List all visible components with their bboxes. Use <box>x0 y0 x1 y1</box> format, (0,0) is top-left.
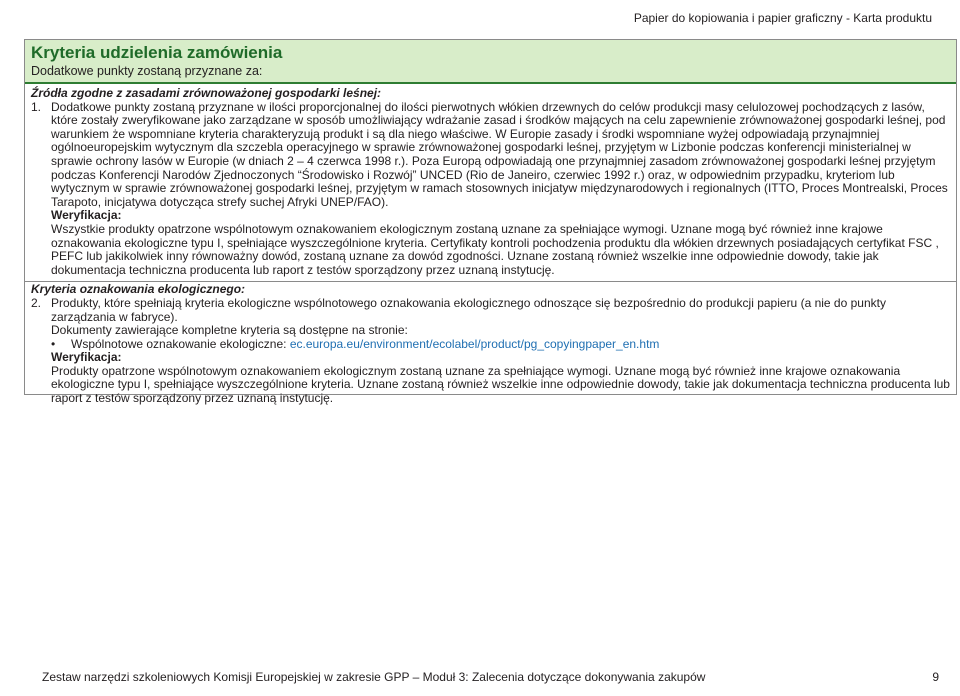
ecolabel-section <box>25 283 956 405</box>
criterion-number: 2. <box>31 295 42 310</box>
verification-label: Weryfikacja: <box>51 208 122 223</box>
criteria-frame <box>24 39 957 406</box>
ecolabel-link[interactable]: ec.europa.eu/environment/ecolabel/product/pg_copyingpaper_en.htm <box>289 336 660 351</box>
ecolabel-bullet-line <box>51 338 950 352</box>
footer-text: Zestaw narzędzi szkoleniowych Komisji Europejskiej w zakresie GPP – Moduł 3: Zalecenia dotyczące dokonywania zakupów <box>42 670 706 684</box>
ecolabel-entry <box>71 338 659 352</box>
ecolabel-heading: Kryteria oznakowania ekologicznego: <box>31 282 246 297</box>
sources-heading: Źródła zgodne z zasadami zrównoważonej gospodarki leśnej: <box>31 86 382 100</box>
ecolabel-label: Wspólnotowe oznakowanie ekologiczne: <box>71 336 287 351</box>
section-title: Kryteria udzielenia zamówienia <box>31 43 283 62</box>
criterion-body <box>51 101 950 278</box>
criterion-text: Produkty, które spełniają kryteria ekologiczne wspólnotowego oznakowania ekologicznego odnoszące się bezpośrednio do produkcji papieru (a nie do punkty zarządzania w fabryce). <box>51 295 886 324</box>
page-number: 9 <box>932 670 939 684</box>
award-criteria-box <box>25 40 956 84</box>
verification-text: Wszystkie produkty opatrzone wspólnotowym oznakowaniem ekologicznym zostaną uznane za spełniające wymogi. Uznane mogą być również inne krajowe oznakowania ekologiczne typu I, spełniające wyszczególnione kryteria. Certyfikaty kontroli pochodzenia produktu dla włókien drzewnych posiadających certyfikat FSC , PEFC lub jakikolwiek inny równoważny dowód, zostaną uznane za dowód zgodności. Uznane zostaną również wszelkie inne odpowiednie dowody, takie jak dokumentacja techniczna producenta lub raport z testów sporządzony przez uznaną instytucję. <box>51 221 939 277</box>
criterion-2 <box>31 297 950 406</box>
documents-text: Dokumenty zawierające kompletne kryteria są dostępne na stronie: <box>51 323 408 338</box>
section-subtitle: Dodatkowe punkty zostaną przyznane za: <box>31 64 263 78</box>
criterion-number: 1. <box>31 99 42 114</box>
document-header: Papier do kopiowania i papier graficzny - Karta produktu <box>633 11 932 25</box>
sustainable-sources-section <box>25 87 956 277</box>
criterion-body <box>51 297 950 406</box>
verification-label: Weryfikacja: <box>51 350 122 365</box>
criterion-text: Dodatkowe punkty zostaną przyznane w ilości proporcjonalnej do ilości pierwotnych włókien drzewnych do celów produkcji masy celulozowej pochodzących z lasów, które zostały zweryfikowane jako zarządzane w sposób umożliwiający wdrażanie zasad i środków mających na celu zapewnienie zrównoważonej gospodarki leśnej, pod warunkiem że wspomniane kryteria charakteryzują produkt i są dla niego właściwe. W Europie zasady i środki wspomniane wyżej odpowiadają przynajmniej ogólnoeuropejskim wytycznym dla szczebla operacyjnego w sprawie zrównoważonej gospodarki leśnej, przyjętym w Lizbonie podczas konferencji ministerialnej w sprawie ochrony lasów w Europie (w dniach 2 – 4 czerwca 1998 r.). Poza Europą odpowiadają one przynajmniej zasadom zrównoważonej gospodarki leśnej przyjętym podczas Konferencji Narodów Zjednoczonych “Środowisko i Rozwój” UNCED (Rio de Janeiro, czerwiec 1992 r.) oraz, w odpowiednim przypadku, kryteriom lub wytycznym w sprawie zrównoważonej gospodarki leśnej, przyjętym w ramach stosownych inicjatyw międzynarodowych i regionalnych (ITTO, Proces Montrealski, Proces Tarapoto, inicjatywa dotycząca strefy suchej Afryki UNEP/FAO). <box>51 99 948 209</box>
criterion-1 <box>31 101 950 278</box>
verification-text: Produkty opatrzone wspólnotowym oznakowaniem ekologicznym zostaną uznane za spełniające wymogi. Uznane mogą być również inne krajowe oznakowania ekologiczne typu I, spełniające wyszczególnione kryteria. Uznane zostaną również wszelkie inne odpowiednie dowody, takie jak dokumentacja techniczna producenta lub raport z testów sporządzony przez uznaną instytucję. <box>51 363 950 406</box>
bullet-icon: • <box>51 336 56 351</box>
